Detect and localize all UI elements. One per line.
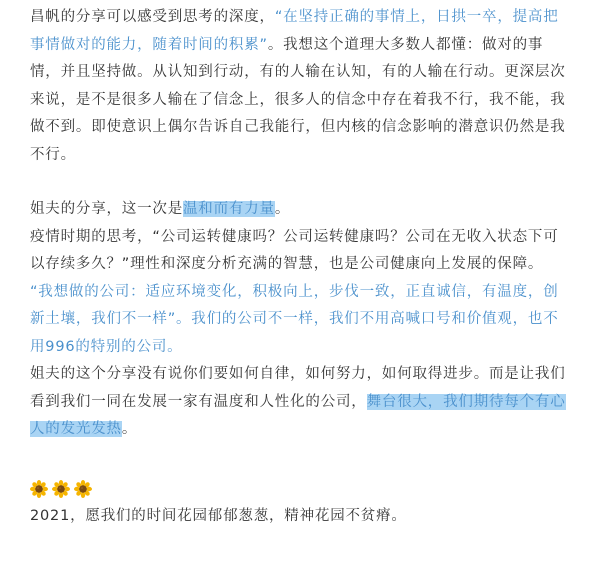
paragraph-lead: 姐夫的这个分享没有说你们要如何自律，如何努力，如何取得进步。而是让我们看到我们一同在发展一家有温度和人性化的公司， <box>30 366 566 410</box>
spacer <box>30 169 570 196</box>
paragraph-jiefu-summary <box>30 361 570 444</box>
paragraph-tail: 。 <box>121 421 138 437</box>
closing-line: 2021，愿我们的时间花园郁郁葱葱，精神花园不贫瘠。 <box>30 507 407 524</box>
highlighted-phrase: 温和而有力量 <box>183 201 275 217</box>
paragraph-lead: 姐夫的分享，这一次是 <box>30 201 183 217</box>
article-body <box>30 4 570 530</box>
paragraph-lead: 昌帆的分享可以感受到思考的深度， <box>30 9 275 25</box>
paragraph-jiefu-intro <box>30 196 570 224</box>
sunflower-icon <box>52 480 70 498</box>
quote-text: “在坚持正确的事情上，日拱一卒，提高把事情做对的能力，随着时间的积累” <box>30 9 559 53</box>
spacer <box>30 444 570 476</box>
paragraph-epidemic-thinking: 疫情时期的思考，“公司运转健康吗？公司运转健康吗？公司在无收入状态下可以存续多久？”理性和深度分析充满的智慧，也是公司健康向上发展的保障。 <box>30 228 559 272</box>
paragraph-rest: 。我想这个道理大多数人都懂：做对的事情，并且坚持做。从认知到行动，有的人输在认知，有的人输在行动。更深层次来说，是不是很多人输在了信念上，很多人的信念中存在着我不行，我不能，我做不到。即使意识上偶尔告诉自己我能行，但内核的信念影响的潜意识仍然是我不行。 <box>30 36 566 163</box>
sunflower-icon <box>30 480 48 498</box>
paragraph-tail: 。 <box>274 201 291 217</box>
paragraph-company-quote: “我想做的公司：适应环境变化，积极向上，步伐一致，正直诚信，有温度，创新土壤，我们不一样”。我们的公司不一样，我们不用高喊口号和价值观，也不用996的特别的公司。 <box>30 283 559 355</box>
emoji-row <box>30 476 570 503</box>
paragraph-changfan <box>30 4 570 169</box>
sunflower-icon <box>74 480 92 498</box>
highlighted-phrase: 舞台很大，我们期待每个有心人的发光发热 <box>30 393 566 437</box>
